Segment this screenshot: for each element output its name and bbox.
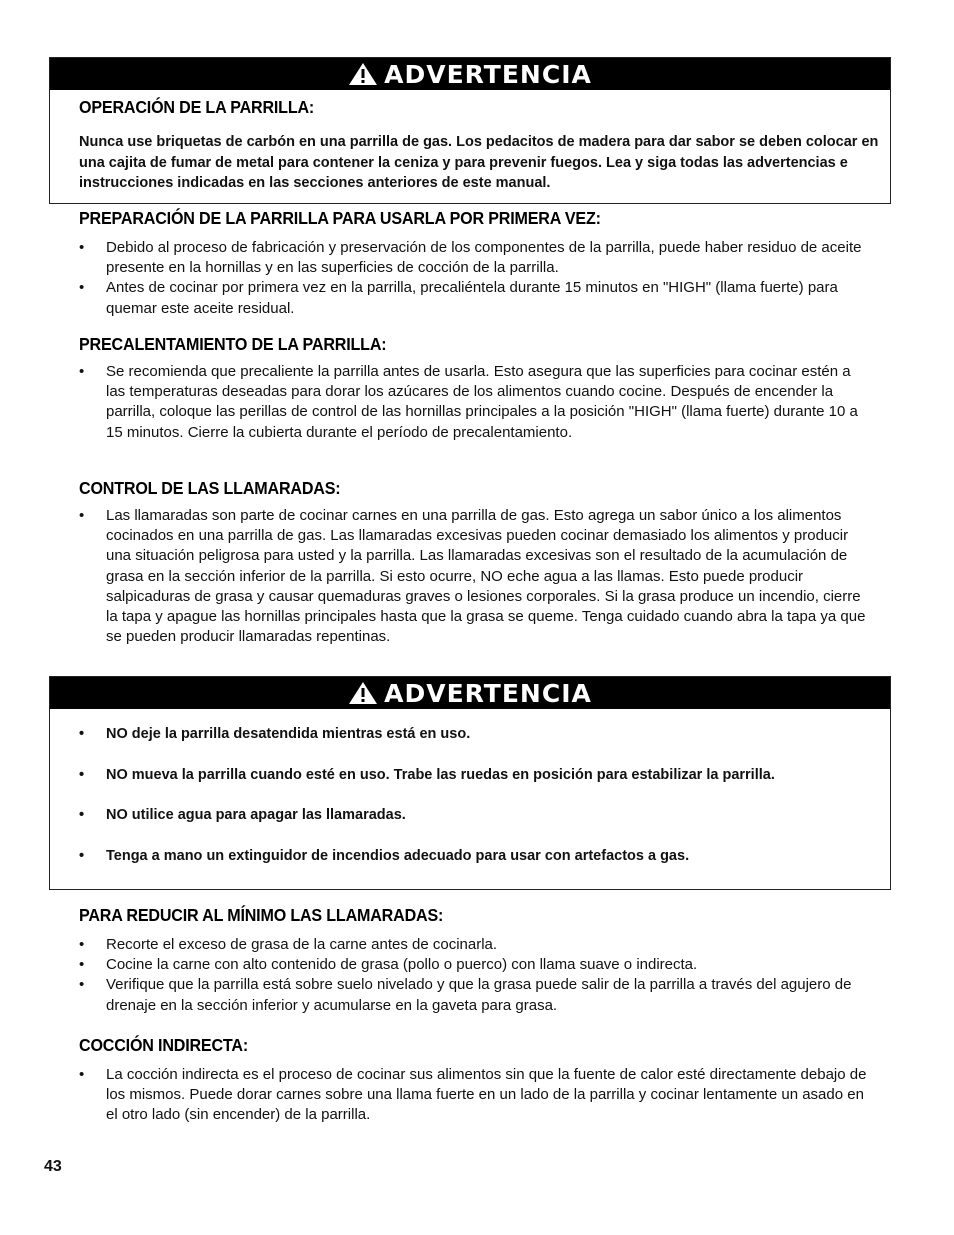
list-item: • NO utilice agua para apagar las llamaradas.: [79, 807, 406, 823]
heading-operation: OPERACIÓN DE LA PARRILLA:: [79, 97, 315, 117]
heading-first-use: PREPARACIÓN DE LA PARRILLA PARA USARLA POR PRIMERA VEZ:: [79, 208, 601, 228]
warning-banner: [50, 677, 890, 709]
list-item: • La cocción indirecta es el proceso de cocinar sus alimentos sin que la fuente de calor esté directamente debajo de los mismos. Puede dorar carnes sobre una llama fuerte en un lado de la parrilla y cocinar lentamente un asado en el otro lado (sin encender) de la parrilla.: [79, 1066, 867, 1124]
list-item: • Se recomienda que precaliente la parrilla antes de usarla. Esto asegura que las superficies para cocinar estén a las temperaturas deseadas para dorar los azúcares de los alimentos cuando cocine. Después de encender la parrilla, coloque las perillas de control de las hornillas principales a la posición "HIGH" (llama fuerte) durante 10 a 15 minutos. Cierre la cubierta durante el período de precalentamiento.: [79, 363, 858, 441]
reduce-flare-list: [79, 935, 869, 1016]
list-item: • NO mueva la parrilla cuando esté en uso. Trabe las ruedas en posición para estabilizar la parrilla.: [79, 766, 775, 783]
list-item: • Debido al proceso de fabricación y preservación de los componentes de la parrilla, puede haber residuo de aceite presente en la hornillas y en las superficies de cocción de la parrilla.: [79, 239, 862, 277]
heading-indirect-cooking: COCCIÓN INDIRECTA:: [79, 1035, 249, 1055]
warning-triangle-icon: [348, 62, 378, 86]
warning-triangle-icon: [348, 681, 378, 705]
list-item: • Las llamaradas son parte de cocinar carnes en una parrilla de gas. Esto agrega un sabor único a los alimentos cocinados en una parrilla de gas. Las llamaradas excesivas pueden cocinar demasiado los alimentos y producir una situación peligrosa para usted y la parrilla. Las llamaradas excesivas son el resultado de la acumulación de grasa en la sección inferior de la parrilla. Si esto ocurre, NO eche agua a las llamas. Esto puede producir salpicaduras de grasa y causar quemaduras graves o lesiones corporales. Si la grasa produce un incendio, cierre la tapa y apague las hornillas principales hasta que la grasa se queme. Tenga cuidado cuando abra la tapa ya que se pueden producir llamaradas repentinas.: [79, 507, 866, 646]
warning-banner: [50, 58, 890, 90]
list-item: • Antes de cocinar por primera vez en la parrilla, precaliéntela durante 15 minutos en "HIGH" (llama fuerte) para quemar este aceite residual.: [79, 279, 838, 317]
safety-warning-list: [79, 724, 879, 886]
page-number: 43: [44, 1158, 62, 1175]
flare-control-list: [79, 506, 869, 647]
list-item: • Cocine la carne con alto contenido de grasa (pollo o puerco) con llama suave o indirecta.: [79, 956, 698, 974]
indirect-cooking-list: [79, 1065, 869, 1126]
warning-title: ADVERTENCIA: [384, 678, 592, 708]
warning-title: ADVERTENCIA: [384, 59, 592, 89]
heading-preheat: PRECALENTAMIENTO DE LA PARRILLA:: [79, 334, 387, 354]
preheat-list: [79, 362, 869, 443]
list-item: • Recorte el exceso de grasa de la carne antes de cocinarla.: [79, 936, 498, 953]
warning-text-operation: Nunca use briquetas de carbón en una parrilla de gas. Los pedacitos de madera para dar sabor se deben colocar en una cajita de fumar de metal para contener la ceniza y para prevenir fuegos. Lea y siga todas las advertencias e instrucciones indicadas en las secciones anteriores de este manual.: [79, 134, 879, 191]
list-item: • NO deje la parrilla desatendida mientras está en uso.: [79, 726, 471, 742]
list-item: • Tenga a mano un extinguidor de incendios adecuado para usar con artefactos a gas.: [79, 847, 690, 864]
heading-reduce-flare: PARA REDUCIR AL MÍNIMO LAS LLAMARADAS:: [79, 905, 444, 925]
heading-flare-control: CONTROL DE LAS LLAMARADAS:: [79, 478, 341, 498]
first-use-list: [79, 238, 869, 319]
list-item: • Verifique que la parrilla está sobre suelo nivelado y que la grasa puede salir de la parrilla a través del agujero de drenaje en la sección inferior y acumularse en la gaveta para grasa.: [79, 976, 852, 1014]
